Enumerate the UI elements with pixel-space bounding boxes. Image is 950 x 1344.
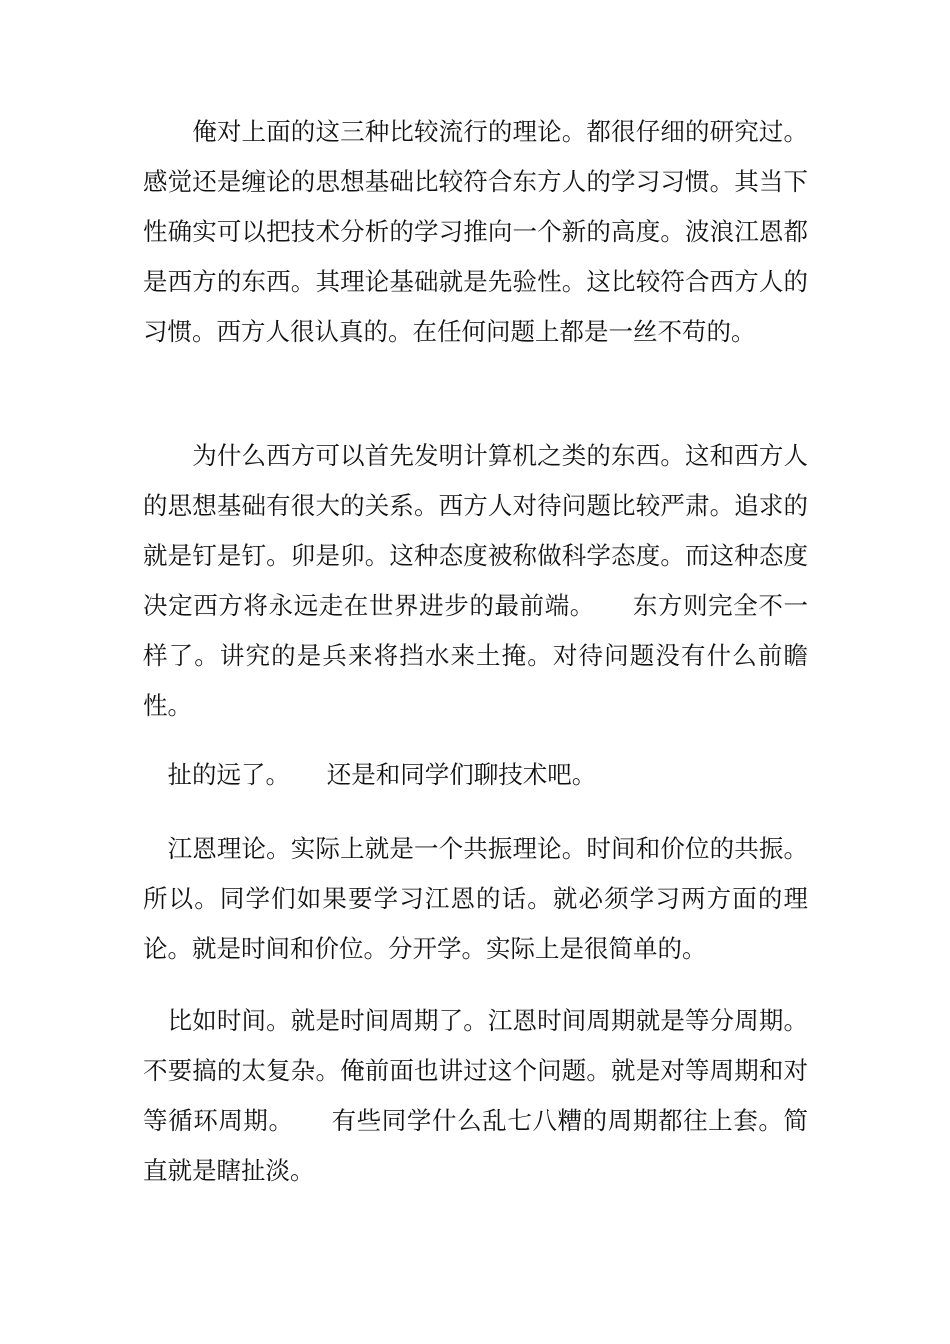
paragraph: 扯的远了。 还是和同学们聊技术吧。 [143,760,597,789]
paragraph: 俺对上面的这三种比较流行的理论。都很仔细的研究过。感觉还是缠论的思想基础比较符合东方人的学习习惯。其当下性确实可以把技术分析的学习推向一个新的高度。波浪江恩都是西方的东西。其理论基础就是先验性。这比较符合西方人的习惯。西方人很认真的。在任何问题上都是一丝不苟的。 [143,117,808,346]
paragraph: 为什么西方可以首先发明计算机之类的东西。这和西方人的思想基础有很大的关系。西方人对待问题比较严肃。追求的就是钉是钉。卯是卯。这种态度被称做科学态度。而这种态度决定西方将永远走在世界进步的最前端。 东方则完全不一样了。讲究的是兵来将挡水来土掩。对待问题没有什么前瞻性。 [143,441,808,720]
paragraph: 比如时间。就是时间周期了。江恩时间周期就是等分周期。不要搞的太复杂。俺前面也讲过这个问题。就是对等周期和对等循环周期。 有些同学什么乱七八糟的周期都往上套。简直就是瞎扯淡。 [143,1006,808,1185]
paragraph: 江恩理论。实际上就是一个共振理论。时间和价位的共振。所以。同学们如果要学习江恩的话。就必须学习两方面的理论。就是时间和价位。分开学。实际上是很简单的。 [143,834,808,963]
